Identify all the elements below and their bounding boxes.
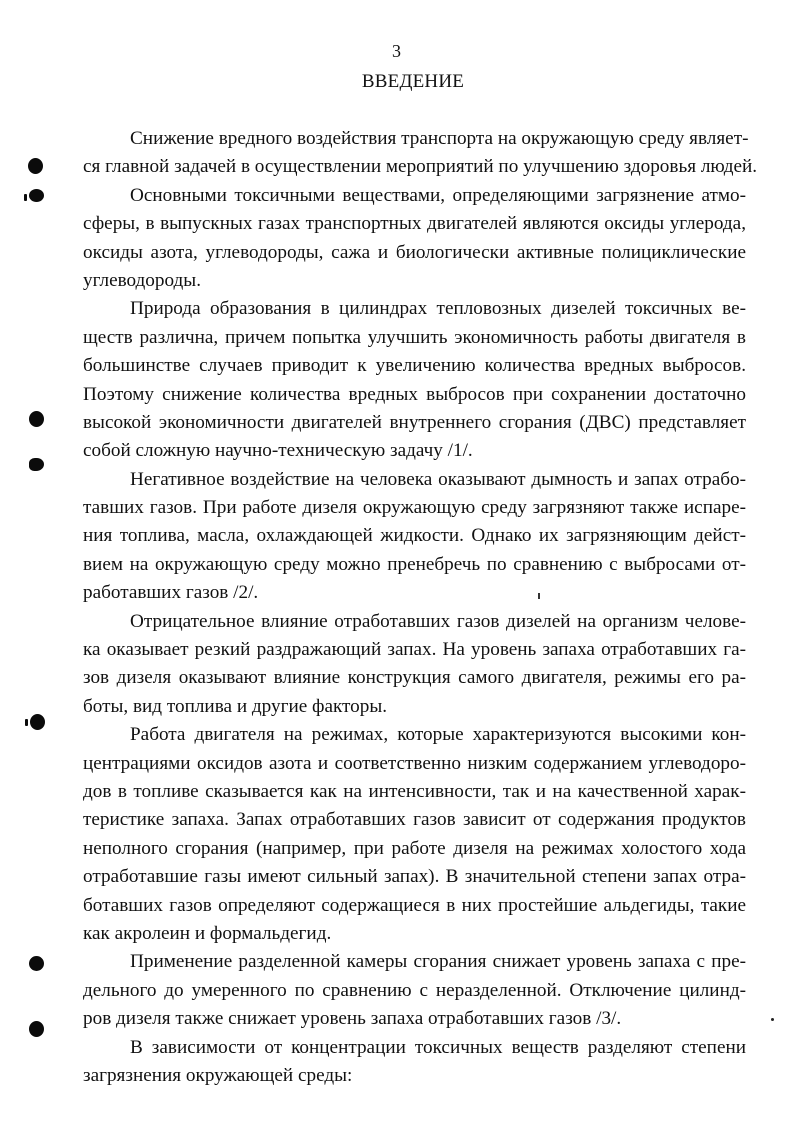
text-line: загрязнения окружающей среды:: [83, 1064, 353, 1086]
text-line: большинстве случаев приводит к увеличению количества вредных выбросов.: [83, 355, 746, 377]
text-line: работавших газов /2/.: [83, 582, 259, 604]
text-line: теристике запаха. Запах отработавших газов зависит от содержания продуктов: [83, 809, 746, 831]
text-line: В зависимости от концентрации токсичных веществ разделяют степени: [130, 1036, 746, 1058]
text-line: боты, вид топлива и другие факторы.: [83, 695, 388, 717]
text-line: как акролеин и формальдегид.: [83, 922, 332, 944]
text-line: Снижение вредного воздействия транспорта на окружающую среду являет-: [130, 128, 749, 149]
text-line: ществ различна, причем попытка улучшить экономичность работы двигателя в: [83, 326, 746, 348]
text-line: дов в топливе сказывается как на интенсивности, так и на качественной харак-: [83, 780, 746, 802]
punch-hole-mark: [29, 411, 44, 427]
text-line: высокой экономичности двигателей внутреннего сгорания (ДВС) представляет: [83, 411, 746, 433]
text-line: Отрицательное влияние отработавших газов дизелей на организм челове-: [130, 610, 746, 632]
text-line: дельного до умеренного по сравнению с неразделенной. Отключение цилинд-: [83, 979, 746, 1001]
text-line: Природа образования в цилиндрах тепловозных дизелей токсичных ве-: [130, 298, 746, 320]
body-text: [83, 125, 758, 1090]
page-number: 3: [392, 41, 401, 61]
text-line: ся главной задачей в осуществлении мероприятий по улучшению здоровья людей.: [83, 156, 758, 178]
page-title: ВВЕДЕНИЕ: [361, 71, 465, 92]
punch-hole-mark: [29, 189, 44, 202]
punch-hole-mark: [28, 158, 43, 174]
punch-hole-mark: [29, 458, 44, 471]
text-line: вием на окружающую среду можно пренебречь по сравнению с выбросами от-: [83, 553, 746, 575]
text-line: оксиды азота, углеводороды, сажа и биологически активные полициклические: [83, 241, 746, 263]
punch-hole-mark: [29, 956, 44, 971]
text-line: Негативное воздействие на человека оказывают дымность и запах отрабо-: [130, 468, 746, 490]
text-line: центрациями оксидов азота и соответственно низким содержанием углеводоро-: [83, 752, 746, 774]
text-line: ка оказывает резкий раздражающий запах. На уровень запаха отработавших га-: [83, 639, 746, 661]
text-line: ботавших газов определяют содержащиеся в них простейшие альдегиды, такие: [83, 894, 746, 916]
text-line: ров дизеля также снижает уровень запаха отработавших газов /3/.: [83, 1008, 622, 1030]
punch-hole-mark: [29, 1021, 44, 1037]
scan-speck: [771, 1018, 774, 1021]
text-line: зов дизеля оказывают влияние конструкция самого двигателя, режимы его ра-: [83, 667, 746, 689]
text-line: Основными токсичными веществами, определяющими загрязнение атмо-: [130, 184, 746, 206]
text-line: тавших газов. При работе дизеля окружающую среду загрязняют также испаре-: [83, 497, 746, 519]
text-line: Работа двигателя на режимах, которые характеризуются высокими кон-: [130, 724, 746, 746]
punch-hole-mark: [30, 714, 45, 730]
text-line: сферы, в выпускных газах транспортных двигателей являются оксиды углерода,: [83, 213, 746, 235]
text-line: отработавшие газы имеют сильный запах). В значительной степени запах отра-: [83, 866, 746, 888]
text-line: ния топлива, масла, охлаждающей жидкости. Однако их загрязняющим дейст-: [83, 525, 746, 547]
text-line: неполного сгорания (например, при работе дизеля на режимах холостого хода: [83, 837, 746, 859]
text-line: Поэтому снижение количества вредных выбросов при сохранении достаточно: [83, 383, 746, 405]
text-line: Применение разделенной камеры сгорания снижает уровень запаха с пре-: [130, 951, 746, 973]
text-line: собой сложную научно-техническую задачу /1/.: [83, 440, 473, 462]
scan-speck: [538, 593, 540, 599]
text-line: углеводороды.: [83, 269, 201, 291]
